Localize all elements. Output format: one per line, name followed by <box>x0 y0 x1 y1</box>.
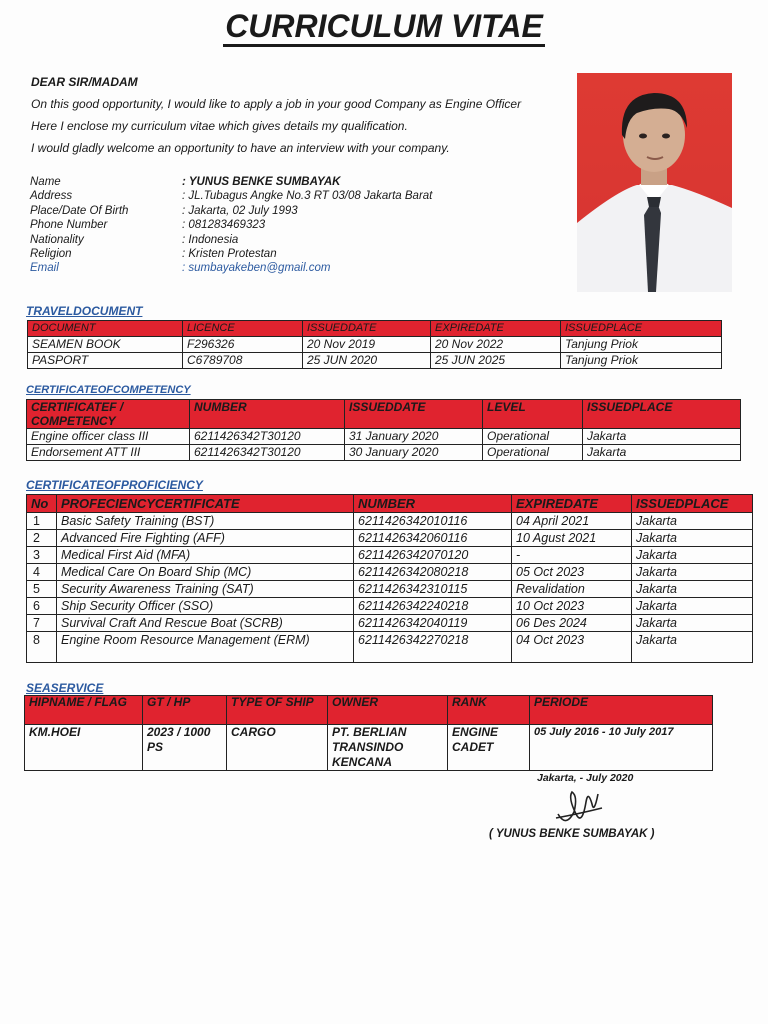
table-row: SEAMEN BOOK F296326 20 Nov 2019 20 Nov 2022 Tanjung Priok <box>28 337 722 353</box>
table-row: 7 Survival Craft And Rescue Boat (SCRB) 6211426342040119 06 Des 2024 Jakarta <box>27 615 753 632</box>
email-link[interactable]: : sumbayakeben@gmail.com <box>182 261 330 275</box>
seaservice-heading: SEASERVICE <box>26 681 104 695</box>
proficiency-table <box>26 494 753 663</box>
table-header-row: DOCUMENT LICENCE ISSUEDDATE EXPIREDATE ISSUEDPLACE <box>28 321 722 337</box>
proficiency-heading: CERTIFICATEOFPROFICIENCY <box>26 478 203 492</box>
table-row: 8 Engine Room Resource Management (ERM) 6211426342270218 04 Oct 2023 Jakarta <box>27 632 753 663</box>
competency-table <box>26 399 741 461</box>
table-row: PASPORT C6789708 25 JUN 2020 25 JUN 2025 Tanjung Priok <box>28 353 722 369</box>
table-row: KM.HOEI 2023 / 1000 PS CARGO PT. BERLIAN TRANSINDO KENCANA ENGINE CADET 05 July 2016 - 10 July 2017 <box>25 725 713 771</box>
profile-photo <box>577 73 732 292</box>
signature-icon <box>552 784 604 832</box>
info-row-nationality: Nationality : Indonesia <box>30 233 432 247</box>
seaservice-table <box>24 695 713 771</box>
travel-heading: TRAVELDOCUMENT <box>26 304 143 318</box>
table-row: Engine officer class III 6211426342T30120 31 January 2020 Operational Jakarta <box>27 429 741 445</box>
table-row: 4 Medical Care On Board Ship (MC) 6211426342080218 05 Oct 2023 Jakarta <box>27 564 753 581</box>
person-portrait-icon <box>577 73 732 292</box>
info-row-birth: Place/Date Of Birth : Jakarta, 02 July 1993 <box>30 204 432 218</box>
table-header-row: CERTIFICATEF / COMPETENCY NUMBER ISSUEDDATE LEVEL ISSUEDPLACE <box>27 400 741 429</box>
salutation: DEAR SIR/MADAM <box>31 75 138 89</box>
sign-place-date: Jakarta, - July 2020 <box>537 772 634 784</box>
letter-line: On this good opportunity, I would like to apply a job in your good Company as Engine Officer <box>31 97 522 111</box>
document-title: CURRICULUM VITAE <box>0 8 768 45</box>
info-row-name: Name : YUNUS BENKE SUMBAYAK <box>30 175 432 189</box>
signatory-name: ( YUNUS BENKE SUMBAYAK ) <box>489 828 655 840</box>
letter-line: Here I enclose my curriculum vitae which gives details my qualification. <box>31 119 408 133</box>
info-row-address: Address : JL.Tubagus Angke No.3 RT 03/08 Jakarta Barat <box>30 189 432 203</box>
info-row-phone: Phone Number : 081283469323 <box>30 218 432 232</box>
table-row: 3 Medical First Aid (MFA) 6211426342070120 - Jakarta <box>27 547 753 564</box>
personal-info <box>30 175 432 276</box>
table-row: 5 Security Awareness Training (SAT) 6211426342310115 Revalidation Jakarta <box>27 581 753 598</box>
table-header-row: HIPNAME / FLAG GT / HP TYPE OF SHIP OWNER RANK PERIODE <box>25 696 713 725</box>
table-header-row: No PROFECIENCYCERTIFICATE NUMBER EXPIREDATE ISSUEDPLACE <box>27 495 753 513</box>
info-row-religion: Religion : Kristen Protestan <box>30 247 432 261</box>
letter-line: I would gladly welcome an opportunity to have an interview with your company. <box>31 141 450 155</box>
cover-letter <box>31 72 521 160</box>
table-row: 2 Advanced Fire Fighting (AFF) 6211426342060116 10 Agust 2021 Jakarta <box>27 530 753 547</box>
table-row: Endorsement ATT III 6211426342T30120 30 January 2020 Operational Jakarta <box>27 445 741 461</box>
table-row: 6 Ship Security Officer (SSO) 6211426342240218 10 Oct 2023 Jakarta <box>27 598 753 615</box>
table-row: 1 Basic Safety Training (BST) 6211426342010116 04 April 2021 Jakarta <box>27 513 753 530</box>
travel-document-table <box>27 320 722 369</box>
info-row-email: Email : sumbayakeben@gmail.com <box>30 261 432 275</box>
competency-heading: CERTIFICATEOFCOMPETENCY <box>26 384 191 396</box>
